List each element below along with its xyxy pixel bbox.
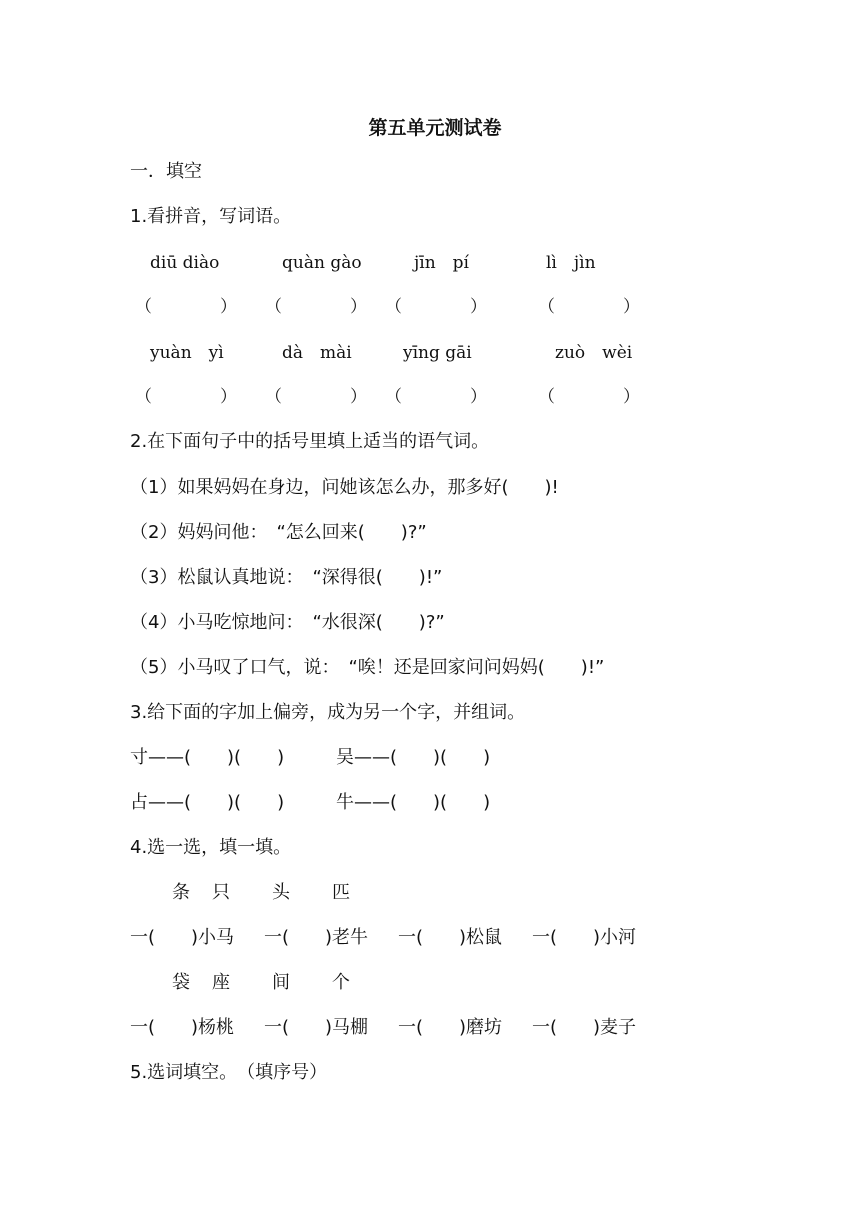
sentence-item[interactable]: （1）如果妈妈在身边，问她该怎么办，那多好( )! [130, 477, 559, 498]
question-3-heading: 3.给下面的字加上偏旁，成为另一个字，并组词。 [130, 702, 526, 723]
fill-item[interactable]: 一( )小马 [130, 927, 235, 948]
radical-item[interactable]: 占——( )( ) [130, 792, 285, 813]
radical-item[interactable]: 牛——( )( ) [336, 792, 491, 813]
measure-word-option: 只 [212, 882, 230, 903]
answer-blank[interactable]: （ ） [135, 387, 237, 407]
answer-blank[interactable]: （ ） [385, 387, 487, 407]
radical-item[interactable]: 寸——( )( ) [130, 747, 285, 768]
radical-item[interactable]: 吴——( )( ) [336, 747, 491, 768]
measure-word-option: 个 [332, 972, 350, 993]
answer-blank[interactable]: （ ） [538, 387, 640, 407]
sentence-item[interactable]: （3）松鼠认真地说： “深得很( )!” [130, 567, 443, 588]
measure-word-option: 条 [172, 882, 190, 903]
sentence-item[interactable]: （5）小马叹了口气，说： “唉！还是回家问问妈妈( )!” [130, 657, 605, 678]
fill-item[interactable]: 一( )马棚 [264, 1017, 369, 1038]
pinyin-6: dà mài [282, 343, 352, 363]
fill-item[interactable]: 一( )麦子 [532, 1017, 637, 1038]
answer-blank[interactable]: （ ） [265, 387, 367, 407]
sentence-item[interactable]: （4）小马吃惊地问： “水很深( )?” [130, 612, 445, 633]
measure-word-option: 袋 [172, 972, 190, 993]
question-2-heading: 2.在下面句子中的括号里填上适当的语气词。 [130, 431, 490, 452]
question-1-heading: 1.看拼音，写词语。 [130, 206, 292, 227]
fill-item[interactable]: 一( )老牛 [264, 927, 369, 948]
fill-item[interactable]: 一( )小河 [532, 927, 637, 948]
fill-item[interactable]: 一( )松鼠 [398, 927, 503, 948]
answer-blank[interactable]: （ ） [135, 297, 237, 317]
pinyin-2: quàn gào [282, 253, 362, 273]
answer-blank[interactable]: （ ） [265, 297, 367, 317]
page-title: 第五单元测试卷 [368, 117, 502, 139]
fill-item[interactable]: 一( )磨坊 [398, 1017, 503, 1038]
measure-word-option: 座 [212, 972, 230, 993]
pinyin-8: zuò wèi [555, 343, 633, 363]
measure-word-option: 头 [272, 882, 290, 903]
sentence-item[interactable]: （2）妈妈问他： “怎么回来( )?” [130, 522, 427, 543]
pinyin-5: yuàn yì [150, 343, 224, 363]
measure-word-option: 间 [272, 972, 290, 993]
pinyin-7: yīng gāi [403, 343, 472, 363]
fill-item[interactable]: 一( )杨桃 [130, 1017, 235, 1038]
answer-blank[interactable]: （ ） [538, 297, 640, 317]
pinyin-1: diū diào [150, 253, 220, 273]
question-5-heading: 5.选词填空。 （填序号） [130, 1062, 328, 1083]
section-heading: 一．填空 [130, 161, 202, 182]
answer-blank[interactable]: （ ） [385, 297, 487, 317]
pinyin-4: lì jìn [546, 253, 596, 273]
measure-word-option: 匹 [332, 882, 350, 903]
pinyin-3: jīn pí [414, 253, 469, 273]
question-4-heading: 4.选一选，填一填。 [130, 837, 292, 858]
